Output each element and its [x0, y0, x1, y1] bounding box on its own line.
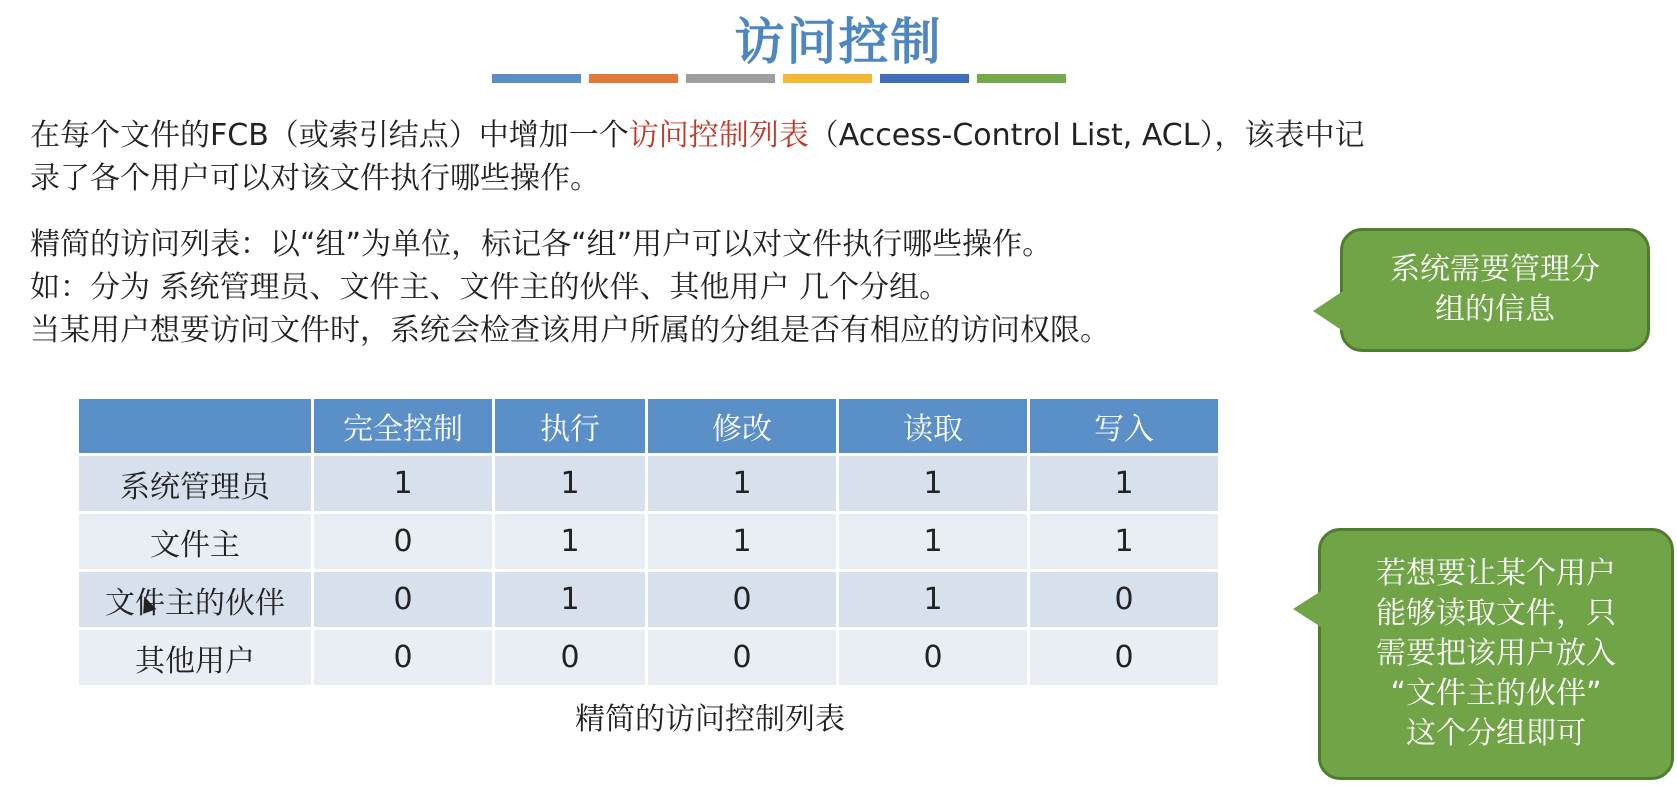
table-row — [78, 513, 1220, 571]
simplified-acl-description — [30, 223, 1110, 352]
table-cell: 1 — [647, 455, 838, 513]
callout-line: 需要把该用户放入 — [1376, 636, 1616, 671]
table-cell: 1 — [838, 513, 1029, 571]
table-cell: 1 — [838, 571, 1029, 629]
table-cell: 1 — [494, 571, 647, 629]
callout-line: 若想要让某个用户 — [1376, 556, 1616, 591]
table-header-row — [78, 398, 1220, 455]
table-cell: 0 — [838, 629, 1029, 687]
table-cell: 0 — [313, 513, 494, 571]
callout-tail — [1313, 291, 1343, 331]
table-header-cell: 写入 — [1029, 398, 1220, 455]
table-cell: 0 — [1029, 629, 1220, 687]
table-cell: 0 — [494, 629, 647, 687]
table-cell: 1 — [1029, 455, 1220, 513]
table-cell: 1 — [494, 455, 647, 513]
table-header-cell — [78, 398, 313, 455]
table-cell: 1 — [647, 513, 838, 571]
callout-partner-group-tip — [1318, 528, 1674, 780]
acl-description-line1 — [30, 114, 1364, 157]
color-bar — [880, 74, 969, 83]
row-header: 文件主 — [78, 513, 313, 571]
color-bar — [589, 74, 678, 83]
text-segment: （Access-Control List, ACL），该表中记 — [808, 118, 1365, 153]
acl-description-line2: 录了各个用户可以对该文件执行哪些操作。 — [30, 161, 600, 196]
table-header-cell: 修改 — [647, 398, 838, 455]
row-header: 系统管理员 — [78, 455, 313, 513]
callout-tail — [1293, 591, 1321, 627]
acl-term-highlight: 访问控制列表 — [628, 118, 809, 153]
text-line: 如：分为 系统管理员、文件主、文件主的伙伴、其他用户 几个分组。 — [30, 270, 950, 305]
table-row — [78, 455, 1220, 513]
table-cell: 1 — [838, 455, 1029, 513]
text-segment: 在每个文件的FCB（或索引结点）中增加一个 — [30, 118, 629, 153]
row-header: 其他用户 — [78, 629, 313, 687]
row-header: 文件主的伙伴 — [78, 571, 313, 629]
table-cell: 1 — [313, 455, 494, 513]
table-cell: 0 — [313, 629, 494, 687]
table-header-cell: 完全控制 — [313, 398, 494, 455]
callout-group-info — [1340, 228, 1650, 352]
table-cell: 1 — [494, 513, 647, 571]
page-title: 访问控制 — [734, 13, 943, 71]
title-underline-bars — [492, 74, 1066, 83]
table-row — [78, 629, 1220, 687]
table-header-cell: 读取 — [838, 398, 1029, 455]
text-line: 当某用户想要访问文件时，系统会检查该用户所属的分组是否有相应的访问权限。 — [30, 313, 1110, 348]
table-caption: 精简的访问控制列表 — [575, 702, 845, 737]
acl-description — [30, 114, 1364, 200]
color-bar — [492, 74, 581, 83]
table-cell: 1 — [1029, 513, 1220, 571]
callout-line: “文件主的伙伴” — [1390, 676, 1602, 711]
table-cell: 0 — [313, 571, 494, 629]
color-bar — [977, 74, 1066, 83]
callout-line: 系统需要管理分 — [1390, 252, 1600, 287]
table-cell: 0 — [647, 629, 838, 687]
table-row — [78, 571, 1220, 629]
callout-line: 组的信息 — [1435, 292, 1555, 327]
text-line: 精简的访问列表：以“组”为单位，标记各“组”用户可以对文件执行哪些操作。 — [30, 227, 1053, 262]
callout-line: 能够读取文件，只 — [1376, 596, 1616, 631]
table-header-cell: 执行 — [494, 398, 647, 455]
callout-line: 这个分组即可 — [1406, 716, 1586, 751]
acl-table — [76, 396, 1221, 688]
table-cell: 0 — [1029, 571, 1220, 629]
table-cell: 0 — [647, 571, 838, 629]
color-bar — [783, 74, 872, 83]
color-bar — [686, 74, 775, 83]
